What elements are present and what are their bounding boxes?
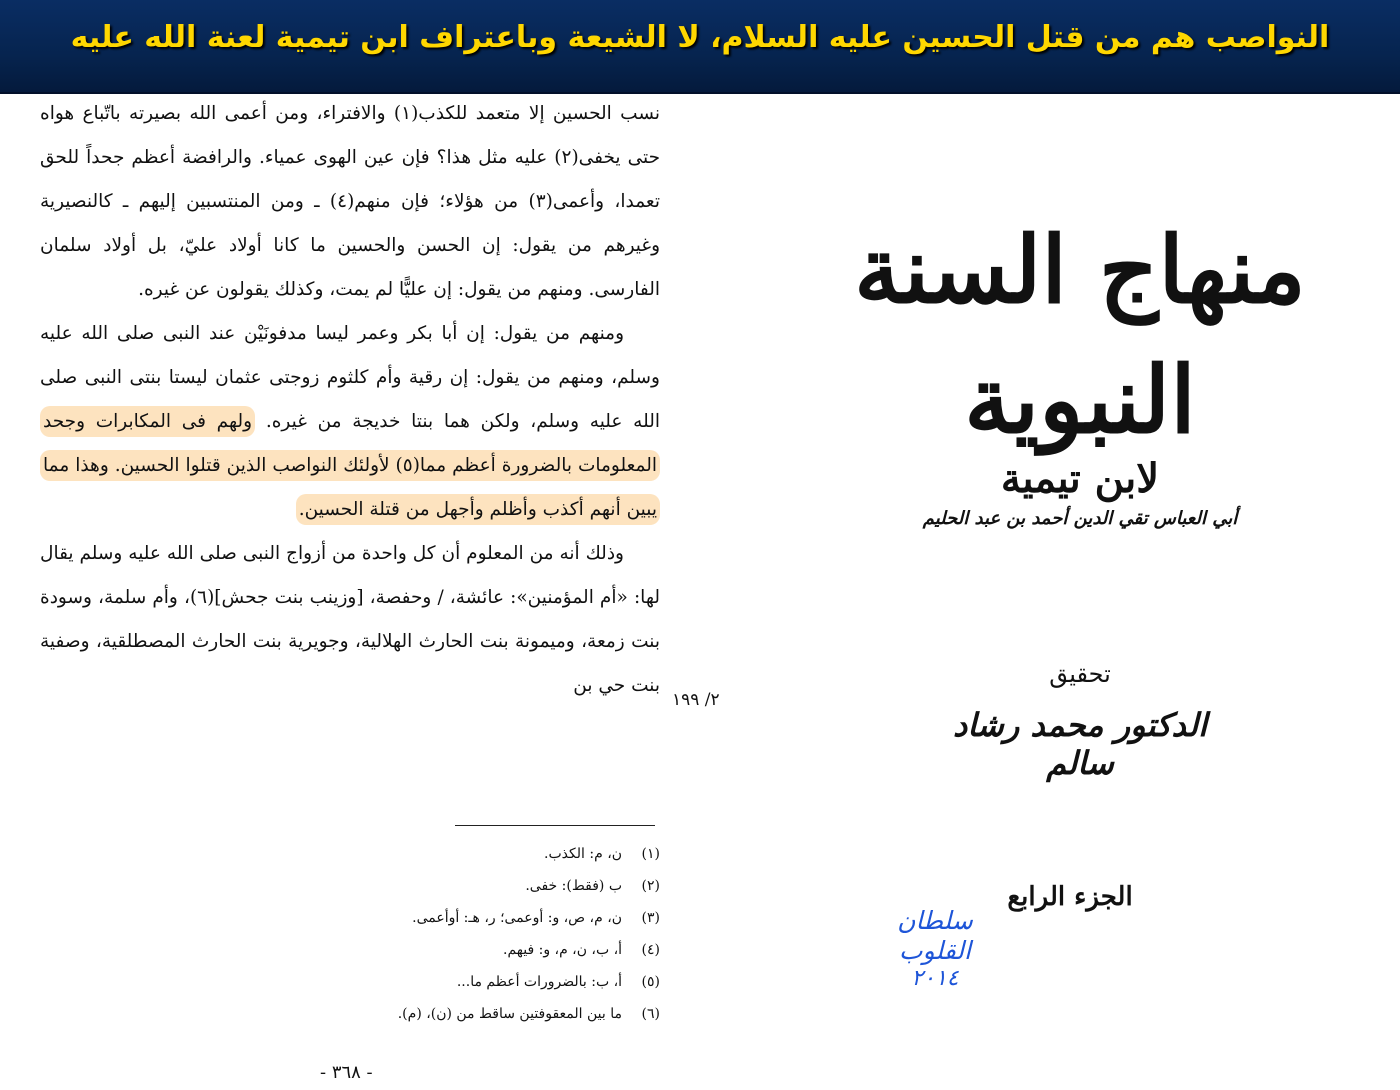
- paragraph-3: وذلك أنه من المعلوم أن كل واحدة من أزواج النبى صلى الله عليه وسلم يقال لها: «أم المؤمنين»: عائشة، / وحفصة، [وزينب بنت جحش](٦)، وأم سلمة، وسودة بنت زمعة، وميمونة بنت الحارث الهلالية، وجويرية بنت الحارث المصطلقية، وصفية بنت حي بن: [40, 543, 660, 696]
- footnote-number: (٢): [641, 878, 660, 894]
- paragraph-1: نسب الحسين إلا متعمد للكذب(١) والافتراء، ومن أعمى الله بصيرته باتّباع هواه حتى يخفى(٢) عليه مثل هذا؟ فإن عين الهوى عمياء. والرافضة أعظم جحداً للحق تعمدا، وأعمى(٣) من هؤلاء؛ فإن منهم(٤) ـ ومن المنتسبين إليهم ـ كالنصيرية وغيرهم من يقول: إن الحسن والحسين ما كانا أولاد عليّ، بل أولاد سلمان الفارسى. ومنهم من يقول: إن عليًّا لم يمت، وكذلك يقولون عن غيره.: [40, 103, 661, 300]
- title-banner: [0, 0, 1400, 94]
- volume-label: الجزء الرابع: [1007, 882, 1133, 912]
- margin-page-reference: ٢/ ١٩٩: [672, 690, 720, 710]
- footnote-item: [280, 998, 660, 1030]
- left-page-body: [40, 92, 660, 708]
- footnote-text: أ، ب: بالضرورات أعظم ما...: [456, 974, 622, 990]
- footnote-divider: [455, 825, 655, 826]
- tahqiq-label: تحقيق: [1049, 660, 1111, 688]
- page-number: - ٣٦٨ -: [320, 1062, 373, 1083]
- footnote-text: ما بين المعقوفتين ساقط من (ن)، (م).: [397, 1006, 622, 1022]
- footnote-number: (١): [641, 846, 660, 862]
- footnote-item: [280, 934, 660, 966]
- footnote-text: ب (فقط): خفى.: [525, 878, 622, 894]
- footnote-text: أ، ب، ن، م، و: فيهم.: [503, 942, 622, 958]
- footnote-item: [280, 870, 660, 902]
- book-title: منهاج السنة النبوية: [854, 216, 1306, 454]
- paragraph-2: [40, 312, 660, 532]
- footnote-item: [280, 966, 660, 998]
- footnote-number: (٤): [641, 942, 660, 958]
- footnote-item: [280, 838, 660, 870]
- signature-stamp: [860, 906, 1010, 992]
- highlighted-passage: ولهم فى المكابرات وجحد المعلومات بالضرورة أعظم مما(٥) لأولئك النواصب الذين قتلوا الحسين. وهذا مما يبين أنهم أكذب وأظلم وأجهل من قتلة الحسين.: [40, 406, 660, 525]
- footnote-number: (٦): [641, 1006, 660, 1022]
- editor-name: الدكتور محمد رشاد سالم: [953, 706, 1207, 782]
- footnote-text: ن، م، ص، و: أوعمى؛ ر، هـ: أوأعمى.: [412, 910, 622, 926]
- footnote-number: (٥): [641, 974, 660, 990]
- footnotes-list: [280, 838, 660, 1030]
- signature-year: ٢٠١٤: [911, 966, 959, 991]
- author-full-name: أبي العباس تقي الدين أحمد بن عبد الحليم: [922, 508, 1238, 529]
- banner-title: النواصب هم من قتل الحسين عليه السلام، لا الشيعة وباعتراف ابن تيمية لعنة الله عليه: [70, 20, 1330, 55]
- footnote-text: ن، م: الكذب.: [544, 846, 622, 862]
- author-name: لابن تيمية: [1000, 455, 1160, 502]
- footnote-number: (٣): [641, 910, 660, 926]
- footnote-item: [280, 902, 660, 934]
- paragraph-2-text: ومنهم من يقول: إن أبا بكر وعمر ليسا مدفونَيْن عند النبى صلى الله عليه وسلم، ومنهم من يقول: إن رقية وأم كلثوم زوجتى عثمان ليستا بنتى النبى صلى الله عليه وسلم، ولكن هما بنتا خديجة من غيره.: [40, 323, 661, 432]
- signature-name: سلطان القلوب: [897, 906, 973, 965]
